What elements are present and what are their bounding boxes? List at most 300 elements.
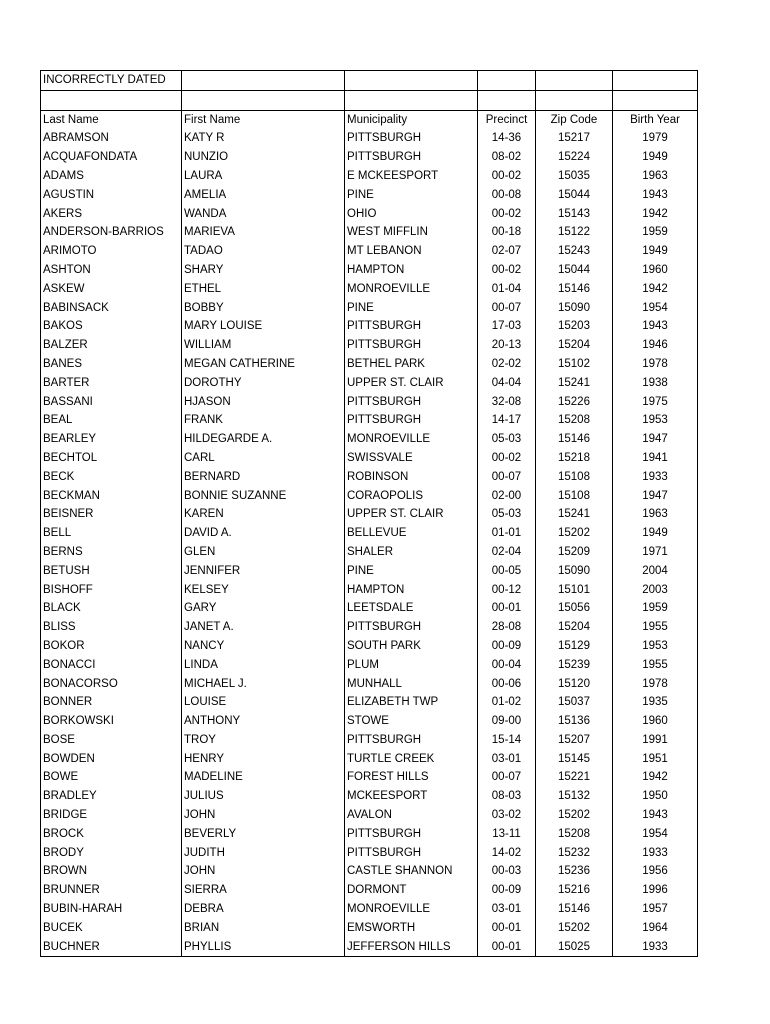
municipality-cell[interactable]: UPPER ST. CLAIR: [345, 374, 478, 393]
zip-code-cell[interactable]: 15146: [536, 900, 613, 919]
precinct-cell[interactable]: 00-04: [478, 656, 536, 675]
precinct-cell[interactable]: 00-03: [478, 862, 536, 881]
table-row: [41, 524, 698, 543]
municipality-cell[interactable]: BETHEL PARK: [345, 355, 478, 374]
zip-code-cell[interactable]: 15241: [536, 505, 613, 524]
first-name-cell[interactable]: FRANK: [182, 411, 345, 430]
zip-code-cell[interactable]: 15146: [536, 280, 613, 299]
birth-year-cell[interactable]: 1959: [613, 223, 698, 242]
zip-code-cell[interactable]: 15243: [536, 242, 613, 261]
column-header-precinct[interactable]: Precinct: [478, 110, 536, 129]
precinct-cell[interactable]: 02-00: [478, 487, 536, 506]
table-row: [41, 336, 698, 355]
precinct-cell[interactable]: 20-13: [478, 336, 536, 355]
municipality-cell[interactable]: MONROEVILLE: [345, 280, 478, 299]
first-name-cell[interactable]: ETHEL: [182, 280, 345, 299]
birth-year-cell[interactable]: 1951: [613, 750, 698, 769]
birth-year-cell[interactable]: 1949: [613, 242, 698, 261]
last-name-cell[interactable]: ADAMS: [41, 167, 182, 186]
last-name-cell[interactable]: BRIDGE: [41, 806, 182, 825]
municipality-cell[interactable]: ROBINSON: [345, 468, 478, 487]
first-name-cell[interactable]: TADAO: [182, 242, 345, 261]
first-name-cell[interactable]: SHARY: [182, 261, 345, 280]
last-name-cell[interactable]: ANDERSON-BARRIOS: [41, 223, 182, 242]
municipality-cell[interactable]: FOREST HILLS: [345, 768, 478, 787]
municipality-cell[interactable]: PITTSBURGH: [345, 825, 478, 844]
zip-code-cell[interactable]: 15202: [536, 524, 613, 543]
zip-code-cell[interactable]: 15226: [536, 393, 613, 412]
first-name-cell[interactable]: GLEN: [182, 543, 345, 562]
birth-year-cell[interactable]: 1963: [613, 167, 698, 186]
last-name-cell[interactable]: AKERS: [41, 205, 182, 224]
zip-code-cell[interactable]: 15120: [536, 675, 613, 694]
spreadsheet-table: [40, 70, 698, 957]
table-row: [41, 280, 698, 299]
first-name-cell[interactable]: AMELIA: [182, 186, 345, 205]
last-name-cell[interactable]: ASKEW: [41, 280, 182, 299]
first-name-cell[interactable]: DAVID A.: [182, 524, 345, 543]
birth-year-cell[interactable]: 1949: [613, 148, 698, 167]
first-name-cell[interactable]: BOBBY: [182, 299, 345, 318]
zip-code-cell[interactable]: 15090: [536, 299, 613, 318]
last-name-cell[interactable]: BOSE: [41, 731, 182, 750]
zip-code-cell[interactable]: 15217: [536, 129, 613, 148]
precinct-cell[interactable]: 00-07: [478, 468, 536, 487]
first-name-cell[interactable]: HILDEGARDE A.: [182, 430, 345, 449]
precinct-cell[interactable]: 03-02: [478, 806, 536, 825]
zip-code-cell[interactable]: 15044: [536, 261, 613, 280]
first-name-cell[interactable]: LINDA: [182, 656, 345, 675]
birth-year-cell[interactable]: 1996: [613, 881, 698, 900]
precinct-cell[interactable]: 02-02: [478, 355, 536, 374]
municipality-cell[interactable]: PITTSBURGH: [345, 148, 478, 167]
last-name-cell[interactable]: BOWDEN: [41, 750, 182, 769]
precinct-cell[interactable]: 00-09: [478, 881, 536, 900]
municipality-cell[interactable]: PITTSBURGH: [345, 129, 478, 148]
birth-year-cell[interactable]: 1949: [613, 524, 698, 543]
zip-code-cell[interactable]: 15136: [536, 712, 613, 731]
first-name-cell[interactable]: SIERRA: [182, 881, 345, 900]
first-name-cell[interactable]: JENNIFER: [182, 562, 345, 581]
birth-year-cell[interactable]: 2004: [613, 562, 698, 581]
zip-code-cell[interactable]: 15204: [536, 336, 613, 355]
last-name-cell[interactable]: BEARLEY: [41, 430, 182, 449]
municipality-cell[interactable]: EMSWORTH: [345, 919, 478, 938]
birth-year-cell[interactable]: 1964: [613, 919, 698, 938]
last-name-cell[interactable]: BECK: [41, 468, 182, 487]
zip-code-cell[interactable]: 15204: [536, 618, 613, 637]
municipality-cell[interactable]: SWISSVALE: [345, 449, 478, 468]
table-row: [41, 374, 698, 393]
empty-cell[interactable]: [613, 90, 698, 110]
last-name-cell[interactable]: BOKOR: [41, 637, 182, 656]
table-row: [41, 581, 698, 600]
zip-code-cell[interactable]: 15037: [536, 693, 613, 712]
municipality-cell[interactable]: JEFFERSON HILLS: [345, 938, 478, 957]
precinct-cell[interactable]: 00-01: [478, 919, 536, 938]
zip-code-cell[interactable]: 15232: [536, 844, 613, 863]
last-name-cell[interactable]: BEAL: [41, 411, 182, 430]
birth-year-cell[interactable]: 1933: [613, 468, 698, 487]
birth-year-cell[interactable]: 1959: [613, 599, 698, 618]
birth-year-cell[interactable]: 1954: [613, 825, 698, 844]
first-name-cell[interactable]: WILLIAM: [182, 336, 345, 355]
last-name-cell[interactable]: BEISNER: [41, 505, 182, 524]
zip-code-cell[interactable]: 15241: [536, 374, 613, 393]
last-name-cell[interactable]: BONACORSO: [41, 675, 182, 694]
empty-cell[interactable]: [345, 71, 478, 91]
first-name-cell[interactable]: JULIUS: [182, 787, 345, 806]
zip-code-cell[interactable]: 15146: [536, 430, 613, 449]
precinct-cell[interactable]: 08-03: [478, 787, 536, 806]
precinct-cell[interactable]: 01-01: [478, 524, 536, 543]
first-name-cell[interactable]: DOROTHY: [182, 374, 345, 393]
table-row: [41, 562, 698, 581]
precinct-cell[interactable]: 08-02: [478, 148, 536, 167]
first-name-cell[interactable]: NANCY: [182, 637, 345, 656]
last-name-cell[interactable]: BELL: [41, 524, 182, 543]
last-name-cell[interactable]: BROCK: [41, 825, 182, 844]
last-name-cell[interactable]: BANES: [41, 355, 182, 374]
column-header-municipality[interactable]: Municipality: [345, 110, 478, 129]
birth-year-cell[interactable]: 1957: [613, 900, 698, 919]
birth-year-cell[interactable]: 1971: [613, 543, 698, 562]
empty-cell[interactable]: [613, 71, 698, 91]
first-name-cell[interactable]: WANDA: [182, 205, 345, 224]
first-name-cell[interactable]: PHYLLIS: [182, 938, 345, 957]
precinct-cell[interactable]: 00-09: [478, 637, 536, 656]
table-row: [41, 938, 698, 957]
first-name-cell[interactable]: NUNZIO: [182, 148, 345, 167]
zip-code-cell[interactable]: 15025: [536, 938, 613, 957]
column-header-zip-code[interactable]: Zip Code: [536, 110, 613, 129]
municipality-cell[interactable]: PINE: [345, 186, 478, 205]
first-name-cell[interactable]: JOHN: [182, 862, 345, 881]
birth-year-cell[interactable]: 1942: [613, 280, 698, 299]
precinct-cell[interactable]: 00-18: [478, 223, 536, 242]
table-row: [41, 242, 698, 261]
birth-year-cell[interactable]: 1947: [613, 487, 698, 506]
municipality-cell[interactable]: MONROEVILLE: [345, 900, 478, 919]
precinct-cell[interactable]: 14-02: [478, 844, 536, 863]
first-name-cell[interactable]: GARY: [182, 599, 345, 618]
last-name-cell[interactable]: BAKOS: [41, 317, 182, 336]
precinct-cell[interactable]: 00-02: [478, 167, 536, 186]
municipality-cell[interactable]: WEST MIFFLIN: [345, 223, 478, 242]
precinct-cell[interactable]: 13-11: [478, 825, 536, 844]
empty-cell[interactable]: [536, 71, 613, 91]
column-header-birth-year[interactable]: Birth Year: [613, 110, 698, 129]
precinct-cell[interactable]: 17-03: [478, 317, 536, 336]
column-header-last-name[interactable]: Last Name: [41, 110, 182, 129]
first-name-cell[interactable]: BRIAN: [182, 919, 345, 938]
first-name-cell[interactable]: MARY LOUISE: [182, 317, 345, 336]
zip-code-cell[interactable]: 15208: [536, 411, 613, 430]
last-name-cell[interactable]: BARTER: [41, 374, 182, 393]
birth-year-cell[interactable]: 1954: [613, 299, 698, 318]
municipality-cell[interactable]: TURTLE CREEK: [345, 750, 478, 769]
precinct-cell[interactable]: 05-03: [478, 505, 536, 524]
precinct-cell[interactable]: 01-04: [478, 280, 536, 299]
birth-year-cell[interactable]: 2003: [613, 581, 698, 600]
municipality-cell[interactable]: STOWE: [345, 712, 478, 731]
last-name-cell[interactable]: BUCEK: [41, 919, 182, 938]
birth-year-cell[interactable]: 1960: [613, 712, 698, 731]
last-name-cell[interactable]: ASHTON: [41, 261, 182, 280]
first-name-cell[interactable]: HENRY: [182, 750, 345, 769]
municipality-cell[interactable]: PITTSBURGH: [345, 731, 478, 750]
birth-year-cell[interactable]: 1979: [613, 129, 698, 148]
zip-code-cell[interactable]: 15207: [536, 731, 613, 750]
birth-year-cell[interactable]: 1991: [613, 731, 698, 750]
first-name-cell[interactable]: BERNARD: [182, 468, 345, 487]
birth-year-cell[interactable]: 1938: [613, 374, 698, 393]
first-name-cell[interactable]: JUDITH: [182, 844, 345, 863]
table-row: [41, 787, 698, 806]
zip-code-cell[interactable]: 15202: [536, 806, 613, 825]
municipality-cell[interactable]: MT LEBANON: [345, 242, 478, 261]
precinct-cell[interactable]: 00-02: [478, 449, 536, 468]
precinct-cell[interactable]: 09-00: [478, 712, 536, 731]
birth-year-cell[interactable]: 1943: [613, 806, 698, 825]
zip-code-cell[interactable]: 15203: [536, 317, 613, 336]
sheet-title-cell[interactable]: INCORRECTLY DATED: [41, 71, 182, 91]
last-name-cell[interactable]: BECKMAN: [41, 487, 182, 506]
zip-code-cell[interactable]: 15143: [536, 205, 613, 224]
last-name-cell[interactable]: BECHTOL: [41, 449, 182, 468]
birth-year-cell[interactable]: 1947: [613, 430, 698, 449]
last-name-cell[interactable]: ABRAMSON: [41, 129, 182, 148]
zip-code-cell[interactable]: 15216: [536, 881, 613, 900]
table-row: [41, 599, 698, 618]
zip-code-cell[interactable]: 15239: [536, 656, 613, 675]
last-name-cell[interactable]: BLISS: [41, 618, 182, 637]
last-name-cell[interactable]: BABINSACK: [41, 299, 182, 318]
birth-year-cell[interactable]: 1975: [613, 393, 698, 412]
zip-code-cell[interactable]: 15122: [536, 223, 613, 242]
first-name-cell[interactable]: MADELINE: [182, 768, 345, 787]
municipality-cell[interactable]: LEETSDALE: [345, 599, 478, 618]
first-name-cell[interactable]: TROY: [182, 731, 345, 750]
empty-cell[interactable]: [345, 90, 478, 110]
precinct-cell[interactable]: 00-07: [478, 299, 536, 318]
precinct-cell[interactable]: 32-08: [478, 393, 536, 412]
last-name-cell[interactable]: BRUNNER: [41, 881, 182, 900]
first-name-cell[interactable]: BEVERLY: [182, 825, 345, 844]
table-row: [41, 806, 698, 825]
birth-year-cell[interactable]: 1933: [613, 938, 698, 957]
zip-code-cell[interactable]: 15218: [536, 449, 613, 468]
last-name-cell[interactable]: BERNS: [41, 543, 182, 562]
birth-year-cell[interactable]: 1956: [613, 862, 698, 881]
precinct-cell[interactable]: 01-02: [478, 693, 536, 712]
zip-code-cell[interactable]: 15132: [536, 787, 613, 806]
first-name-cell[interactable]: BONNIE SUZANNE: [182, 487, 345, 506]
municipality-cell[interactable]: HAMPTON: [345, 581, 478, 600]
last-name-cell[interactable]: BALZER: [41, 336, 182, 355]
first-name-cell[interactable]: ANTHONY: [182, 712, 345, 731]
birth-year-cell[interactable]: 1933: [613, 844, 698, 863]
precinct-cell[interactable]: 00-02: [478, 205, 536, 224]
table-row: [41, 825, 698, 844]
zip-code-cell[interactable]: 15108: [536, 468, 613, 487]
birth-year-cell[interactable]: 1960: [613, 261, 698, 280]
precinct-cell[interactable]: 28-08: [478, 618, 536, 637]
last-name-cell[interactable]: BOWE: [41, 768, 182, 787]
municipality-cell[interactable]: UPPER ST. CLAIR: [345, 505, 478, 524]
zip-code-cell[interactable]: 15129: [536, 637, 613, 656]
municipality-cell[interactable]: MCKEESPORT: [345, 787, 478, 806]
municipality-cell[interactable]: DORMONT: [345, 881, 478, 900]
last-name-cell[interactable]: BLACK: [41, 599, 182, 618]
birth-year-cell[interactable]: 1953: [613, 411, 698, 430]
first-name-cell[interactable]: CARL: [182, 449, 345, 468]
last-name-cell[interactable]: ARIMOTO: [41, 242, 182, 261]
last-name-cell[interactable]: BUBIN-HARAH: [41, 900, 182, 919]
empty-cell[interactable]: [478, 90, 536, 110]
municipality-cell[interactable]: PITTSBURGH: [345, 317, 478, 336]
birth-year-cell[interactable]: 1978: [613, 355, 698, 374]
last-name-cell[interactable]: BISHOFF: [41, 581, 182, 600]
table-row: [41, 186, 698, 205]
first-name-cell[interactable]: MARIEVA: [182, 223, 345, 242]
last-name-cell[interactable]: ACQUAFONDATA: [41, 148, 182, 167]
municipality-cell[interactable]: AVALON: [345, 806, 478, 825]
precinct-cell[interactable]: 05-03: [478, 430, 536, 449]
table-row: [41, 900, 698, 919]
table-row: [41, 637, 698, 656]
zip-code-cell[interactable]: 15221: [536, 768, 613, 787]
last-name-cell[interactable]: BROWN: [41, 862, 182, 881]
precinct-cell[interactable]: 14-17: [478, 411, 536, 430]
municipality-cell[interactable]: E MCKEESPORT: [345, 167, 478, 186]
empty-cell[interactable]: [478, 71, 536, 91]
last-name-cell[interactable]: BASSANI: [41, 393, 182, 412]
precinct-cell[interactable]: 00-01: [478, 599, 536, 618]
precinct-cell[interactable]: 00-02: [478, 261, 536, 280]
last-name-cell[interactable]: BRODY: [41, 844, 182, 863]
column-header-first-name[interactable]: First Name: [182, 110, 345, 129]
birth-year-cell[interactable]: 1943: [613, 186, 698, 205]
first-name-cell[interactable]: MEGAN CATHERINE: [182, 355, 345, 374]
precinct-cell[interactable]: 04-04: [478, 374, 536, 393]
birth-year-cell[interactable]: 1943: [613, 317, 698, 336]
last-name-cell[interactable]: BORKOWSKI: [41, 712, 182, 731]
first-name-cell[interactable]: KATY R: [182, 129, 345, 148]
zip-code-cell[interactable]: 15108: [536, 487, 613, 506]
birth-year-cell[interactable]: 1963: [613, 505, 698, 524]
precinct-cell[interactable]: 00-06: [478, 675, 536, 694]
municipality-cell[interactable]: SOUTH PARK: [345, 637, 478, 656]
last-name-cell[interactable]: AGUSTIN: [41, 186, 182, 205]
zip-code-cell[interactable]: 15101: [536, 581, 613, 600]
municipality-cell[interactable]: PITTSBURGH: [345, 393, 478, 412]
precinct-cell[interactable]: 00-01: [478, 938, 536, 957]
zip-code-cell[interactable]: 15035: [536, 167, 613, 186]
birth-year-cell[interactable]: 1955: [613, 618, 698, 637]
municipality-cell[interactable]: PITTSBURGH: [345, 336, 478, 355]
municipality-cell[interactable]: PLUM: [345, 656, 478, 675]
table-row: [41, 468, 698, 487]
zip-code-cell[interactable]: 15209: [536, 543, 613, 562]
birth-year-cell[interactable]: 1946: [613, 336, 698, 355]
municipality-cell[interactable]: CORAOPOLIS: [345, 487, 478, 506]
first-name-cell[interactable]: DEBRA: [182, 900, 345, 919]
precinct-cell[interactable]: 00-07: [478, 768, 536, 787]
municipality-cell[interactable]: PITTSBURGH: [345, 618, 478, 637]
zip-code-cell[interactable]: 15224: [536, 148, 613, 167]
empty-cell[interactable]: [536, 90, 613, 110]
precinct-cell[interactable]: 00-05: [478, 562, 536, 581]
municipality-cell[interactable]: PINE: [345, 562, 478, 581]
precinct-cell[interactable]: 03-01: [478, 900, 536, 919]
first-name-cell[interactable]: JOHN: [182, 806, 345, 825]
zip-code-cell[interactable]: 15090: [536, 562, 613, 581]
zip-code-cell[interactable]: 15056: [536, 599, 613, 618]
last-name-cell[interactable]: BETUSH: [41, 562, 182, 581]
first-name-cell[interactable]: HJASON: [182, 393, 345, 412]
zip-code-cell[interactable]: 15208: [536, 825, 613, 844]
last-name-cell[interactable]: BRADLEY: [41, 787, 182, 806]
precinct-cell[interactable]: 02-07: [478, 242, 536, 261]
precinct-cell[interactable]: 00-12: [478, 581, 536, 600]
first-name-cell[interactable]: LAURA: [182, 167, 345, 186]
municipality-cell[interactable]: MUNHALL: [345, 675, 478, 694]
precinct-cell[interactable]: 15-14: [478, 731, 536, 750]
birth-year-cell[interactable]: 1978: [613, 675, 698, 694]
municipality-cell[interactable]: PITTSBURGH: [345, 411, 478, 430]
municipality-cell[interactable]: HAMPTON: [345, 261, 478, 280]
municipality-cell[interactable]: PINE: [345, 299, 478, 318]
first-name-cell[interactable]: KAREN: [182, 505, 345, 524]
precinct-cell[interactable]: 14-36: [478, 129, 536, 148]
empty-cell[interactable]: [41, 90, 182, 110]
last-name-cell[interactable]: BUCHNER: [41, 938, 182, 957]
birth-year-cell[interactable]: 1941: [613, 449, 698, 468]
zip-code-cell[interactable]: 15102: [536, 355, 613, 374]
first-name-cell[interactable]: MICHAEL J.: [182, 675, 345, 694]
zip-code-cell[interactable]: 15202: [536, 919, 613, 938]
birth-year-cell[interactable]: 1942: [613, 205, 698, 224]
municipality-cell[interactable]: SHALER: [345, 543, 478, 562]
precinct-cell[interactable]: 00-08: [478, 186, 536, 205]
municipality-cell[interactable]: OHIO: [345, 205, 478, 224]
municipality-cell[interactable]: CASTLE SHANNON: [345, 862, 478, 881]
first-name-cell[interactable]: JANET A.: [182, 618, 345, 637]
zip-code-cell[interactable]: 15236: [536, 862, 613, 881]
birth-year-cell[interactable]: 1950: [613, 787, 698, 806]
birth-year-cell[interactable]: 1935: [613, 693, 698, 712]
zip-code-cell[interactable]: 15145: [536, 750, 613, 769]
precinct-cell[interactable]: 02-04: [478, 543, 536, 562]
zip-code-cell[interactable]: 15044: [536, 186, 613, 205]
last-name-cell[interactable]: BONNER: [41, 693, 182, 712]
municipality-cell[interactable]: MONROEVILLE: [345, 430, 478, 449]
birth-year-cell[interactable]: 1955: [613, 656, 698, 675]
last-name-cell[interactable]: BONACCI: [41, 656, 182, 675]
municipality-cell[interactable]: ELIZABETH TWP: [345, 693, 478, 712]
municipality-cell[interactable]: PITTSBURGH: [345, 844, 478, 863]
first-name-cell[interactable]: KELSEY: [182, 581, 345, 600]
table-row: [41, 750, 698, 769]
empty-cell[interactable]: [182, 71, 345, 91]
birth-year-cell[interactable]: 1953: [613, 637, 698, 656]
municipality-cell[interactable]: BELLEVUE: [345, 524, 478, 543]
precinct-cell[interactable]: 03-01: [478, 750, 536, 769]
empty-cell[interactable]: [182, 90, 345, 110]
birth-year-cell[interactable]: 1942: [613, 768, 698, 787]
first-name-cell[interactable]: LOUISE: [182, 693, 345, 712]
